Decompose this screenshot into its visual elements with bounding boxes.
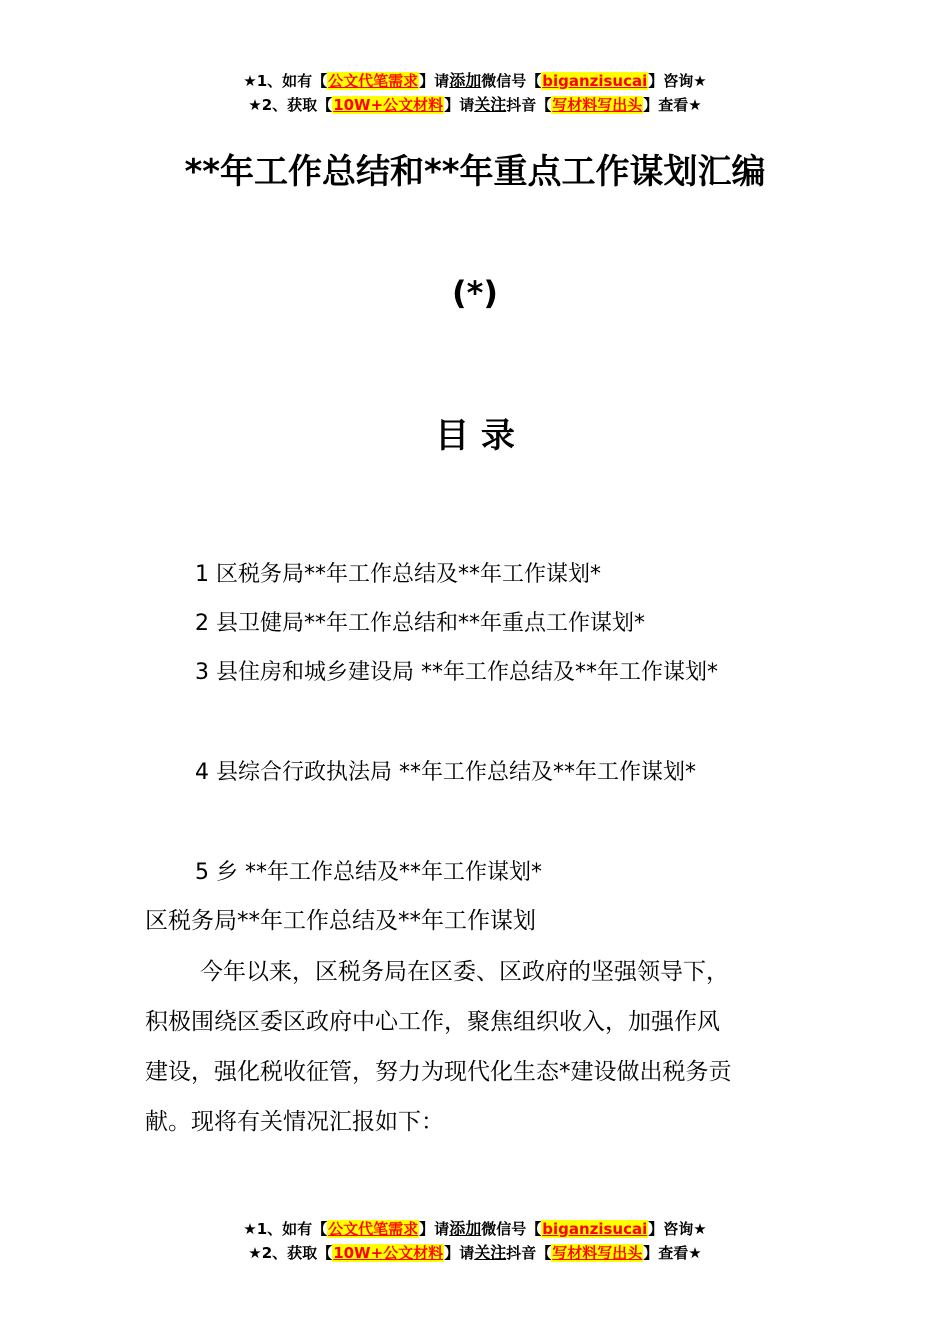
ad-highlight-service: 公文代笔需求	[328, 72, 419, 90]
section-title: 区税务局**年工作总结及**年工作谋划	[145, 908, 536, 934]
ad-line-2-middle-2: 抖音【	[506, 1244, 552, 1262]
ad-highlight-douyin: 写材料写出头	[552, 1244, 643, 1262]
ad-line-1	[0, 70, 950, 92]
ad-emphasis-follow: 关注	[474, 1243, 507, 1262]
ad-line-2-middle: 】请	[444, 96, 475, 114]
ad-emphasis-add: 添加	[449, 1219, 482, 1238]
ad-line-1-middle-2: 微信号【	[481, 1220, 542, 1238]
document-title: **年工作总结和**年重点工作谋划汇编	[184, 152, 766, 192]
ad-line-1-prefix: ★1、如有【	[243, 1220, 328, 1238]
ad-emphasis-follow: 关注	[474, 95, 507, 114]
ad-line-2	[0, 1242, 950, 1264]
ad-highlight-douyin: 写材料写出头	[552, 96, 643, 114]
ad-line-2-suffix: 】查看★	[643, 96, 702, 114]
ad-line-1-suffix: 】咨询★	[648, 72, 707, 90]
ad-line-1	[0, 1218, 950, 1240]
ad-line-2	[0, 94, 950, 116]
toc-item[interactable]: 3 县住房和城乡建设局 **年工作总结及**年工作谋划*	[195, 660, 718, 685]
toc-item[interactable]: 1 区税务局**年工作总结及**年工作谋划*	[195, 562, 601, 587]
paragraph-line: 献。现将有关情况汇报如下：	[145, 1109, 444, 1135]
ad-highlight-materials: 10W+公文材料	[333, 1244, 444, 1262]
ad-emphasis-add: 添加	[449, 71, 482, 90]
ad-line-1-suffix: 】咨询★	[648, 1220, 707, 1238]
ad-highlight-wechat-id: biganzisucai	[542, 1220, 648, 1238]
toc-item[interactable]: 4 县综合行政执法局 **年工作总结及**年工作谋划*	[195, 760, 696, 785]
document-subtitle: (*)	[452, 274, 498, 312]
paragraph-line: 积极围绕区委区政府中心工作，聚焦组织收入，加强作风	[145, 1009, 720, 1035]
ad-line-1-prefix: ★1、如有【	[243, 72, 328, 90]
paragraph-line: 建设，强化税收征管，努力为现代化生态*建设做出税务贡	[145, 1059, 732, 1085]
ad-line-2-suffix: 】查看★	[643, 1244, 702, 1262]
ad-line-2-prefix: ★2、获取【	[248, 96, 333, 114]
ad-highlight-wechat-id: biganzisucai	[542, 72, 648, 90]
ad-line-1-middle: 】请	[419, 72, 450, 90]
toc-item[interactable]: 5 乡 **年工作总结及**年工作谋划*	[195, 860, 542, 885]
ad-highlight-service: 公文代笔需求	[328, 1220, 419, 1238]
ad-highlight-materials: 10W+公文材料	[333, 96, 444, 114]
paragraph-line: 今年以来，区税务局在区委、区政府的坚强领导下，	[200, 959, 729, 985]
ad-line-2-middle-2: 抖音【	[506, 96, 552, 114]
toc-item[interactable]: 2 县卫健局**年工作总结和**年重点工作谋划*	[195, 611, 645, 636]
ad-line-2-prefix: ★2、获取【	[248, 1244, 333, 1262]
toc-heading: 目 录	[435, 416, 515, 456]
ad-line-1-middle-2: 微信号【	[481, 72, 542, 90]
ad-line-1-middle: 】请	[419, 1220, 450, 1238]
ad-line-2-middle: 】请	[444, 1244, 475, 1262]
